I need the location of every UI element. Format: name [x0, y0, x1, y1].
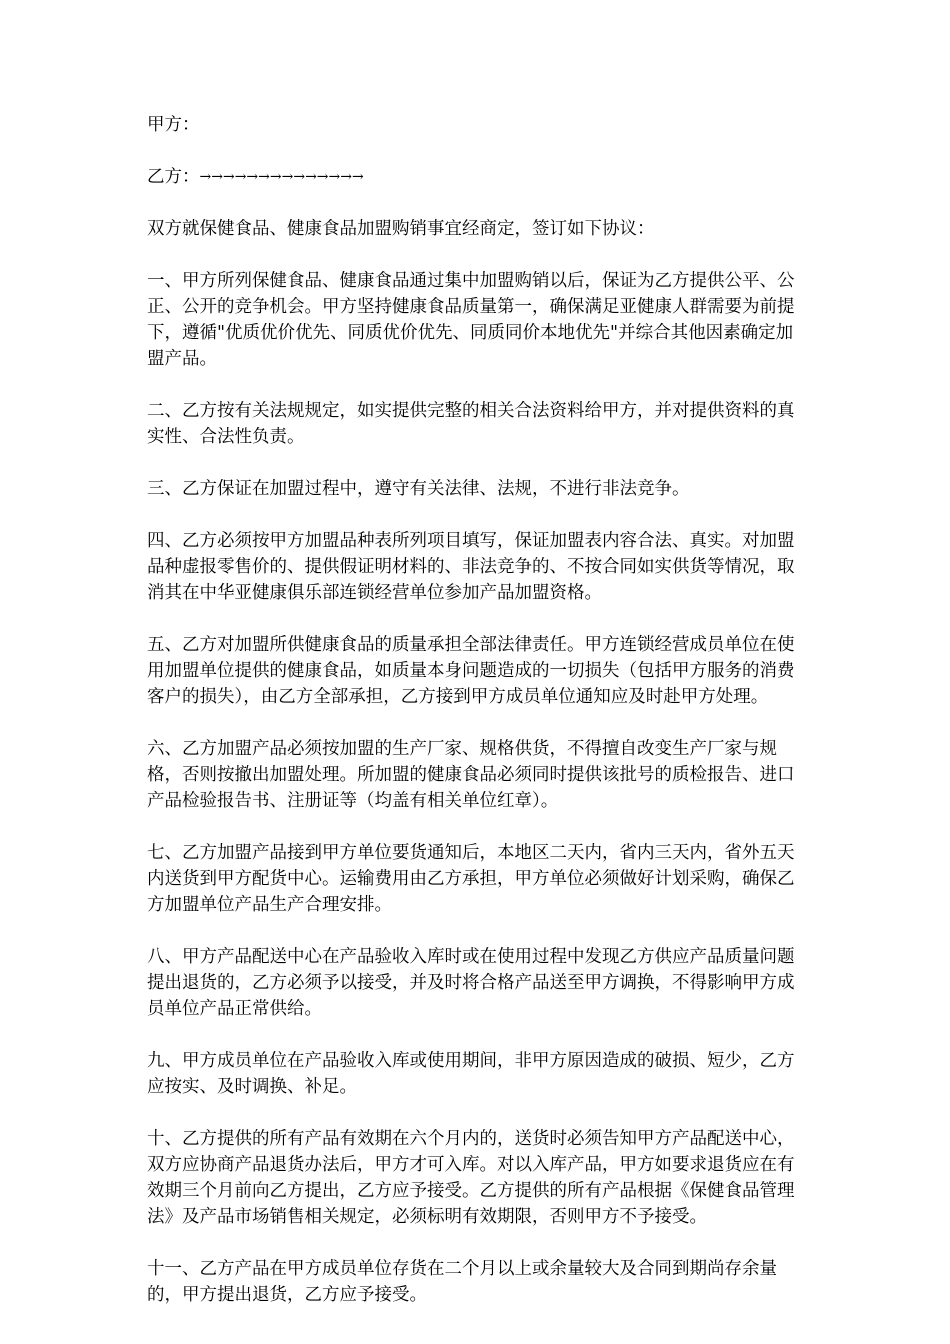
clause-7: 七、乙方加盟产品接到甲方单位要货通知后，本地区二天内，省内三天内，省外五天内送货到甲方配货中心。运输费用由乙方承担，甲方单位必须做好计划采购，确保乙方加盟单位产品生产合理安排。: [147, 843, 795, 915]
party-a-line: 甲方：: [147, 115, 200, 135]
clause-5: 五、乙方对加盟所供健康食品的质量承担全部法律责任。甲方连锁经营成员单位在使用加盟单位提供的健康食品，如质量本身问题造成的一切损失（包括甲方服务的消费客户的损失），由乙方全部承担，乙方接到甲方成员单位通知应及时赴甲方处理。: [147, 635, 795, 707]
clause-10: 十、乙方提供的所有产品有效期在六个月内的，送货时必须告知甲方产品配送中心，双方应协商产品退货办法后，甲方才可入库。对以入库产品，甲方如要求退货应在有效期三个月前向乙方提出，乙方应予接受。乙方提供的所有产品根据《保健食品管理法》及产品市场销售相关规定，必须标明有效期限，否则甲方不予接受。: [147, 1129, 795, 1227]
intro-paragraph: 双方就保健食品、健康食品加盟购销事宜经商定，签订如下协议：: [147, 219, 655, 239]
party-b-fill-arrows: →→→→→→→→→→→→→→: [199, 169, 364, 185]
party-b-label: 乙方：: [147, 167, 200, 187]
clause-11: 十一、乙方产品在甲方成员单位存货在二个月以上或余量较大及合同到期尚存余量的，甲方提出退货，乙方应予接受。: [147, 1259, 777, 1305]
clause-1: 一、甲方所列保健食品、健康食品通过集中加盟购销以后，保证为乙方提供公平、公正、公开的竞争机会。甲方坚持健康食品质量第一，确保满足亚健康人群需要为前提下，遵循"优质优价优先、同质优价优先、同质同价本地优先"并综合其他因素确定加盟产品。: [147, 271, 795, 369]
clause-3: 三、乙方保证在加盟过程中，遵守有关法律、法规，不进行非法竞争。: [147, 479, 690, 499]
clause-4: 四、乙方必须按甲方加盟品种表所列项目填写，保证加盟表内容合法、真实。对加盟品种虚报零售价的、提供假证明材料的、非法竞争的、不按合同如实供货等情况，取消其在中华亚健康俱乐部连锁经营单位参加产品加盟资格。: [147, 531, 795, 603]
contract-document: [147, 112, 807, 1334]
clause-8: 八、甲方产品配送中心在产品验收入库时或在使用过程中发现乙方供应产品质量问题提出退货的，乙方必须予以接受，并及时将合格产品送至甲方调换，不得影响甲方成员单位产品正常供给。: [147, 947, 795, 1019]
clause-9: 九、甲方成员单位在产品验收入库或使用期间，非甲方原因造成的破损、短少，乙方应按实、及时调换、补足。: [147, 1051, 795, 1097]
clause-6: 六、乙方加盟产品必须按加盟的生产厂家、规格供货，不得擅自改变生产厂家与规格，否则按撤出加盟处理。所加盟的健康食品必须同时提供该批号的质检报告、进口产品检验报告书、注册证等（均盖有相关单位红章）。: [147, 739, 795, 811]
party-b-line: [147, 164, 807, 190]
clause-2: 二、乙方按有关法规规定，如实提供完整的相关合法资料给甲方，并对提供资料的真实性、合法性负责。: [147, 401, 795, 447]
